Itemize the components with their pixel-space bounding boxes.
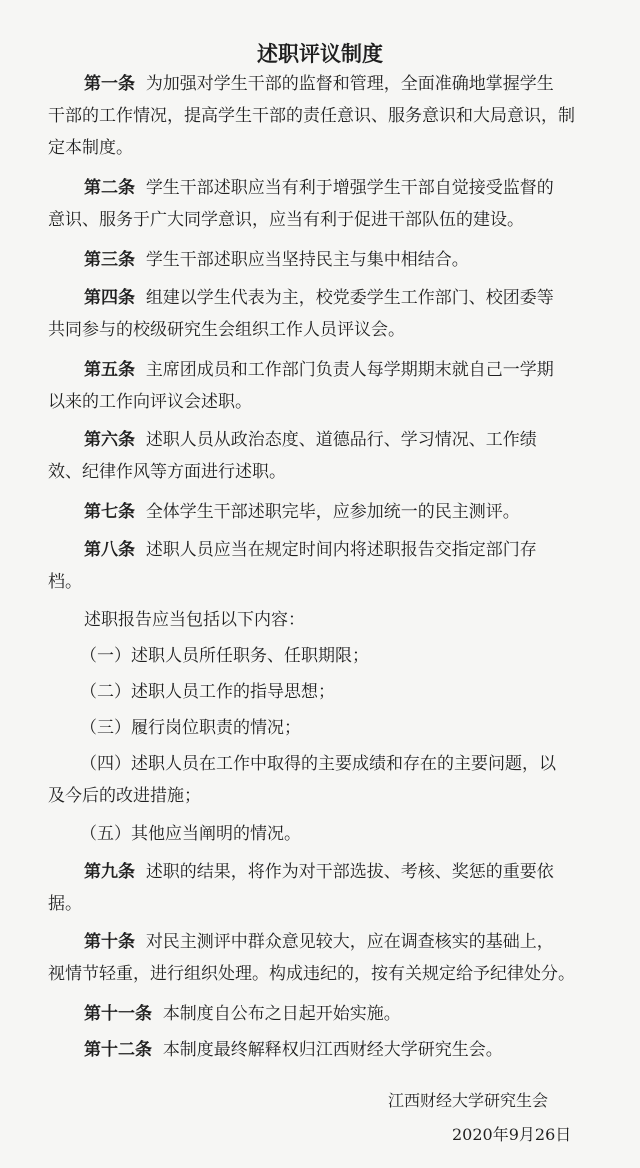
article-label: 第八条 bbox=[84, 540, 135, 560]
article-6 bbox=[0, 424, 640, 488]
report-item-4: （四）述职人员在工作中取得的主要成绩和存在的主要问题，以 及今后的改进措施； bbox=[48, 754, 556, 806]
article-text: 本制度自公布之日起开始实施。 bbox=[162, 1004, 401, 1024]
article-label: 第三条 bbox=[84, 250, 135, 270]
article-label: 第七条 bbox=[84, 502, 135, 522]
report-intro: 述职报告应当包括以下内容： bbox=[84, 610, 305, 630]
document-title: 述职评议制度 bbox=[257, 42, 383, 66]
article-text: 学生干部述职应当有利于增强学生干部自觉接受监督的 bbox=[145, 178, 554, 198]
article-text: 以来的工作向评议会述职。 bbox=[48, 392, 252, 412]
article-4 bbox=[0, 282, 640, 346]
article-text: 对民主测评中群众意见较大，应在调查核实的基础上， bbox=[145, 932, 554, 952]
article-text: 本制度最终解释权归江西财经大学研究生会。 bbox=[162, 1040, 503, 1060]
report-item-2: （二）述职人员工作的指导思想； bbox=[80, 682, 335, 702]
article-text: 视情节轻重，进行组织处理。构成违纪的，按有关规定给予纪律处分。 bbox=[48, 964, 575, 984]
article-label: 第四条 bbox=[84, 288, 135, 308]
article-text: 意识、服务于广大同学意识，应当有利于促进干部队伍的建设。 bbox=[48, 210, 524, 230]
article-text: 述职的结果，将作为对干部选拔、考核、奖惩的重要依 bbox=[145, 862, 554, 882]
article-3 bbox=[0, 244, 640, 276]
article-text: 全体学生干部述职完毕，应参加统一的民主测评。 bbox=[145, 502, 520, 522]
article-text: 档。 bbox=[48, 572, 82, 592]
article-1 bbox=[0, 68, 640, 164]
article-label: 第二条 bbox=[84, 178, 135, 198]
report-item-1: （一）述职人员所任职务、任职期限； bbox=[80, 646, 369, 666]
article-text: 述职人员应当在规定时间内将述职报告交指定部门存 bbox=[145, 540, 537, 560]
article-12 bbox=[0, 1034, 640, 1066]
article-8 bbox=[0, 534, 640, 598]
article-text: 干部的工作情况，提高学生干部的责任意识、服务意识和大局意识，制 bbox=[48, 106, 575, 126]
article-11 bbox=[0, 998, 640, 1030]
article-9 bbox=[0, 856, 640, 920]
article-label: 第十二条 bbox=[84, 1040, 152, 1060]
article-text: 定本制度。 bbox=[48, 138, 133, 158]
article-text: 述职人员从政治态度、道德品行、学习情况、工作绩 bbox=[145, 430, 537, 450]
article-text: 效、纪律作风等方面进行述职。 bbox=[48, 462, 286, 482]
article-10 bbox=[0, 926, 640, 990]
article-text: 为加强对学生干部的监督和管理，全面准确地掌握学生 bbox=[145, 74, 554, 94]
report-item-3: （三）履行岗位职责的情况； bbox=[80, 718, 301, 738]
article-label: 第十一条 bbox=[84, 1004, 152, 1024]
article-text: 共同参与的校级研究生会组织工作人员评议会。 bbox=[48, 320, 405, 340]
signature-org: 江西财经大学研究生会 bbox=[388, 1091, 549, 1110]
report-item-5: （五）其他应当阐明的情况。 bbox=[80, 824, 301, 844]
article-text: 据。 bbox=[48, 894, 82, 914]
article-label: 第九条 bbox=[84, 862, 135, 882]
article-label: 第五条 bbox=[84, 360, 135, 380]
article-7 bbox=[0, 496, 640, 528]
article-text: 主席团成员和工作部门负责人每学期期末就自己一学期 bbox=[145, 360, 554, 380]
article-label: 第一条 bbox=[84, 74, 135, 94]
article-2 bbox=[0, 172, 640, 236]
signature-date: 2020年9月26日 bbox=[452, 1125, 572, 1144]
article-label: 第六条 bbox=[84, 430, 135, 450]
article-label: 第十条 bbox=[84, 932, 135, 952]
article-5 bbox=[0, 354, 640, 418]
article-text: 学生干部述职应当坚持民主与集中相结合。 bbox=[145, 250, 469, 270]
article-text: 组建以学生代表为主，校党委学生工作部门、校团委等 bbox=[145, 288, 554, 308]
